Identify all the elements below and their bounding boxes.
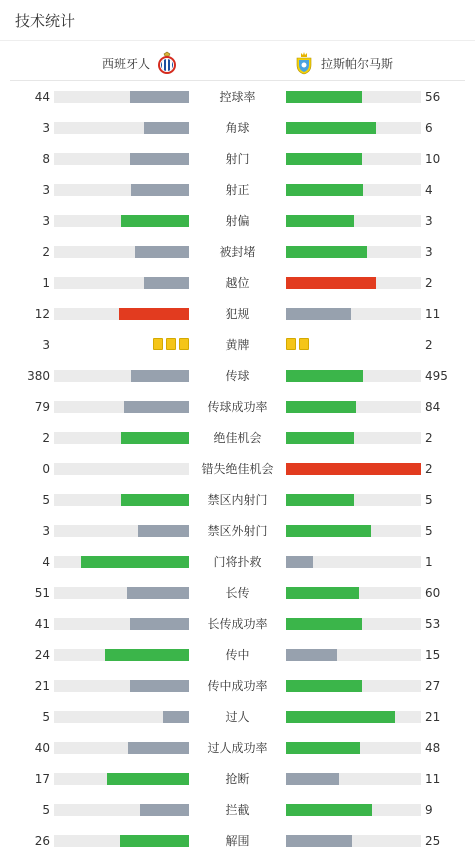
home-stat-value: 40 (34, 741, 50, 755)
home-stat-bar (54, 556, 189, 568)
away-stat-bar-fill (286, 463, 421, 475)
home-stat-bar (54, 432, 189, 444)
home-stat-bar-fill (124, 401, 189, 413)
home-yellow-cards (153, 338, 189, 350)
home-stat-value: 24 (34, 648, 50, 662)
home-stat-value: 3 (42, 338, 50, 352)
away-stat-bar (286, 773, 421, 785)
home-stat-value: 79 (34, 400, 50, 414)
stat-row (0, 833, 475, 849)
away-stat-value: 495 (425, 369, 448, 383)
home-stat-value: 3 (42, 214, 50, 228)
home-stat-value: 3 (42, 524, 50, 538)
stat-row (0, 492, 475, 508)
away-stat-value: 11 (425, 307, 441, 321)
yellow-card-icon (166, 338, 176, 350)
home-stat-bar (54, 153, 189, 165)
home-stat-bar (54, 246, 189, 258)
stat-row (0, 182, 475, 198)
home-stat-bar (54, 835, 189, 847)
las-palmas-crest-icon (293, 51, 315, 75)
home-stat-value: 2 (42, 245, 50, 259)
stat-label: 黄牌 (225, 338, 250, 352)
away-stat-bar-fill (286, 215, 354, 227)
away-stat-value: 27 (425, 679, 441, 693)
stat-label: 解围 (225, 834, 250, 848)
stat-row (0, 399, 475, 415)
away-stat-bar (286, 277, 421, 289)
away-stat-bar-fill (286, 246, 367, 258)
away-stat-bar-fill (286, 773, 339, 785)
away-stat-bar-fill (286, 525, 371, 537)
stat-label: 绝佳机会 (213, 431, 262, 445)
home-stat-bar (54, 122, 189, 134)
stat-row (0, 244, 475, 260)
away-stat-value: 4 (425, 183, 433, 197)
stat-row (0, 771, 475, 787)
away-stat-value: 15 (425, 648, 441, 662)
home-stat-bar-fill (81, 556, 189, 568)
away-stat-bar (286, 525, 421, 537)
home-stat-bar-fill (144, 122, 189, 134)
away-stat-bar-fill (286, 308, 351, 320)
home-stat-value: 4 (42, 555, 50, 569)
away-stat-bar (286, 184, 421, 196)
away-stat-value: 1 (425, 555, 433, 569)
away-stat-value: 53 (425, 617, 441, 631)
stat-label: 传球 (225, 369, 250, 383)
away-stat-value: 5 (425, 493, 433, 507)
stat-row (0, 554, 475, 570)
yellow-card-icon (153, 338, 163, 350)
home-stat-value: 17 (34, 772, 50, 786)
away-stat-bar-fill (286, 277, 376, 289)
home-stat-bar-fill (130, 618, 189, 630)
home-stat-value: 12 (34, 307, 50, 321)
home-stat-value: 5 (42, 803, 50, 817)
stat-label: 传中 (225, 648, 250, 662)
stat-label: 被封堵 (219, 245, 256, 259)
stat-row (0, 306, 475, 322)
stat-row (0, 740, 475, 756)
stat-label: 控球率 (219, 90, 256, 104)
away-stat-bar-fill (286, 618, 362, 630)
away-stat-bar (286, 556, 421, 568)
stat-row (0, 523, 475, 539)
home-stat-bar-fill (119, 308, 189, 320)
home-stat-bar (54, 463, 189, 475)
home-stat-value: 8 (42, 152, 50, 166)
home-stat-bar-fill (131, 184, 189, 196)
home-stat-bar-fill (105, 649, 189, 661)
away-stat-bar (286, 122, 421, 134)
home-stat-bar (54, 277, 189, 289)
home-stat-value: 5 (42, 493, 50, 507)
stat-row (0, 802, 475, 818)
home-team[interactable] (102, 51, 178, 75)
away-stat-bar (286, 215, 421, 227)
away-stat-value: 84 (425, 400, 441, 414)
home-stat-bar-fill (121, 432, 189, 444)
home-stat-value: 26 (34, 834, 50, 848)
away-stat-bar (286, 680, 421, 692)
stat-label: 禁区外射门 (207, 524, 268, 538)
stat-label: 越位 (225, 276, 250, 290)
stat-row (0, 678, 475, 694)
away-stat-value: 3 (425, 214, 433, 228)
home-stat-bar-fill (140, 804, 189, 816)
teams-bar (10, 41, 465, 81)
stat-label: 抢断 (225, 772, 250, 786)
away-stat-bar-fill (286, 742, 360, 754)
away-stat-bar (286, 587, 421, 599)
stat-row (0, 430, 475, 446)
home-stat-value: 0 (42, 462, 50, 476)
away-stat-bar-fill (286, 494, 354, 506)
home-stat-bar (54, 587, 189, 599)
away-stat-value: 9 (425, 803, 433, 817)
away-stat-bar (286, 432, 421, 444)
stat-label: 角球 (225, 121, 250, 135)
stat-label: 错失绝佳机会 (201, 462, 274, 476)
away-stat-value: 6 (425, 121, 433, 135)
home-stat-value: 41 (34, 617, 50, 631)
yellow-card-icon (299, 338, 309, 350)
stat-row (0, 213, 475, 229)
away-stat-bar-fill (286, 835, 352, 847)
away-stat-bar (286, 804, 421, 816)
home-stat-bar (54, 184, 189, 196)
away-stat-bar-fill (286, 122, 376, 134)
stat-label: 过人 (225, 710, 250, 724)
home-stat-value: 3 (42, 121, 50, 135)
home-stat-bar-fill (120, 835, 189, 847)
away-stat-bar (286, 370, 421, 382)
stat-label: 门将扑救 (213, 555, 262, 569)
away-stat-bar (286, 463, 421, 475)
away-stat-bar (286, 401, 421, 413)
away-stat-bar-fill (286, 91, 362, 103)
away-stat-value: 10 (425, 152, 441, 166)
home-stat-value: 21 (34, 679, 50, 693)
stat-label: 长传 (225, 586, 250, 600)
away-stat-value: 2 (425, 338, 433, 352)
away-stat-bar (286, 91, 421, 103)
away-stat-bar-fill (286, 587, 359, 599)
away-stat-bar-fill (286, 711, 395, 723)
away-stat-value: 5 (425, 524, 433, 538)
away-stat-value: 2 (425, 462, 433, 476)
away-stat-value: 60 (425, 586, 441, 600)
home-stat-bar (54, 804, 189, 816)
home-stat-bar (54, 215, 189, 227)
home-stat-bar-fill (127, 587, 189, 599)
stat-row (0, 461, 475, 477)
home-stat-bar (54, 401, 189, 413)
stat-row (0, 151, 475, 167)
home-stat-bar-fill (135, 246, 189, 258)
stat-row (0, 275, 475, 291)
home-stat-bar (54, 649, 189, 661)
home-stat-value: 2 (42, 431, 50, 445)
stat-label: 传球成功率 (207, 400, 268, 414)
home-stat-bar (54, 370, 189, 382)
home-stat-bar-fill (144, 277, 189, 289)
away-stat-bar (286, 153, 421, 165)
away-stat-bar-fill (286, 680, 362, 692)
home-stat-bar-fill (131, 370, 189, 382)
home-stat-bar-fill (130, 680, 189, 692)
away-stat-bar (286, 618, 421, 630)
stat-row (0, 89, 475, 105)
home-stat-bar (54, 773, 189, 785)
stat-label: 传中成功率 (207, 679, 268, 693)
home-stat-bar (54, 711, 189, 723)
away-team[interactable] (293, 51, 393, 75)
stat-row (0, 120, 475, 136)
away-stat-bar-fill (286, 804, 372, 816)
stat-label: 射正 (225, 183, 250, 197)
away-stat-bar-fill (286, 432, 354, 444)
stat-row (0, 709, 475, 725)
home-stat-value: 1 (42, 276, 50, 290)
stat-row (0, 337, 475, 353)
away-stat-bar-fill (286, 556, 313, 568)
home-stat-value: 3 (42, 183, 50, 197)
away-yellow-cards (286, 338, 309, 350)
yellow-card-icon (179, 338, 189, 350)
away-stat-bar-fill (286, 401, 356, 413)
away-stat-bar-fill (286, 184, 363, 196)
stat-row (0, 368, 475, 384)
page-title: 技术统计 (15, 11, 76, 30)
home-stat-bar-fill (128, 742, 189, 754)
away-stat-bar-fill (286, 370, 363, 382)
away-stat-value: 2 (425, 431, 433, 445)
away-stat-bar (286, 649, 421, 661)
stats-header (0, 0, 475, 41)
home-stat-bar (54, 618, 189, 630)
stat-row (0, 616, 475, 632)
away-stat-bar (286, 494, 421, 506)
home-stat-value: 5 (42, 710, 50, 724)
stat-label: 射偏 (225, 214, 250, 228)
home-stat-bar-fill (121, 215, 189, 227)
away-stat-value: 21 (425, 710, 441, 724)
home-stat-value: 44 (34, 90, 50, 104)
home-stat-value: 51 (34, 586, 50, 600)
yellow-card-icon (286, 338, 296, 350)
stat-label: 禁区内射门 (207, 493, 268, 507)
away-stat-value: 2 (425, 276, 433, 290)
home-team-name: 西班牙人 (101, 56, 150, 71)
away-stat-bar-fill (286, 649, 337, 661)
home-stat-bar (54, 742, 189, 754)
away-stat-bar (286, 246, 421, 258)
home-stat-bar-fill (130, 153, 189, 165)
home-stat-bar (54, 91, 189, 103)
away-stat-value: 48 (425, 741, 441, 755)
away-stat-bar (286, 308, 421, 320)
home-stat-bar (54, 308, 189, 320)
stat-row (0, 647, 475, 663)
away-stat-value: 25 (425, 834, 441, 848)
home-stat-bar (54, 525, 189, 537)
home-stat-bar-fill (163, 711, 189, 723)
stat-label: 拦截 (225, 803, 250, 817)
home-stat-bar-fill (130, 91, 189, 103)
away-team-name: 拉斯帕尔马斯 (321, 56, 394, 71)
stat-label: 射门 (225, 152, 250, 166)
away-stat-bar (286, 835, 421, 847)
stat-row (0, 585, 475, 601)
home-stat-bar-fill (138, 525, 189, 537)
away-stat-bar (286, 711, 421, 723)
away-stat-bar-fill (286, 153, 362, 165)
home-stat-bar-fill (121, 494, 189, 506)
away-stat-value: 11 (425, 772, 441, 786)
home-stat-value: 380 (27, 369, 50, 383)
home-stat-bar-fill (107, 773, 189, 785)
stat-label: 犯规 (225, 307, 250, 321)
home-stat-bar (54, 494, 189, 506)
espanyol-crest-icon (156, 51, 178, 75)
away-stat-value: 56 (425, 90, 441, 104)
home-stat-bar (54, 680, 189, 692)
away-stat-bar (286, 742, 421, 754)
stat-label: 长传成功率 (207, 617, 268, 631)
away-stat-value: 3 (425, 245, 433, 259)
stat-label: 过人成功率 (207, 741, 268, 755)
